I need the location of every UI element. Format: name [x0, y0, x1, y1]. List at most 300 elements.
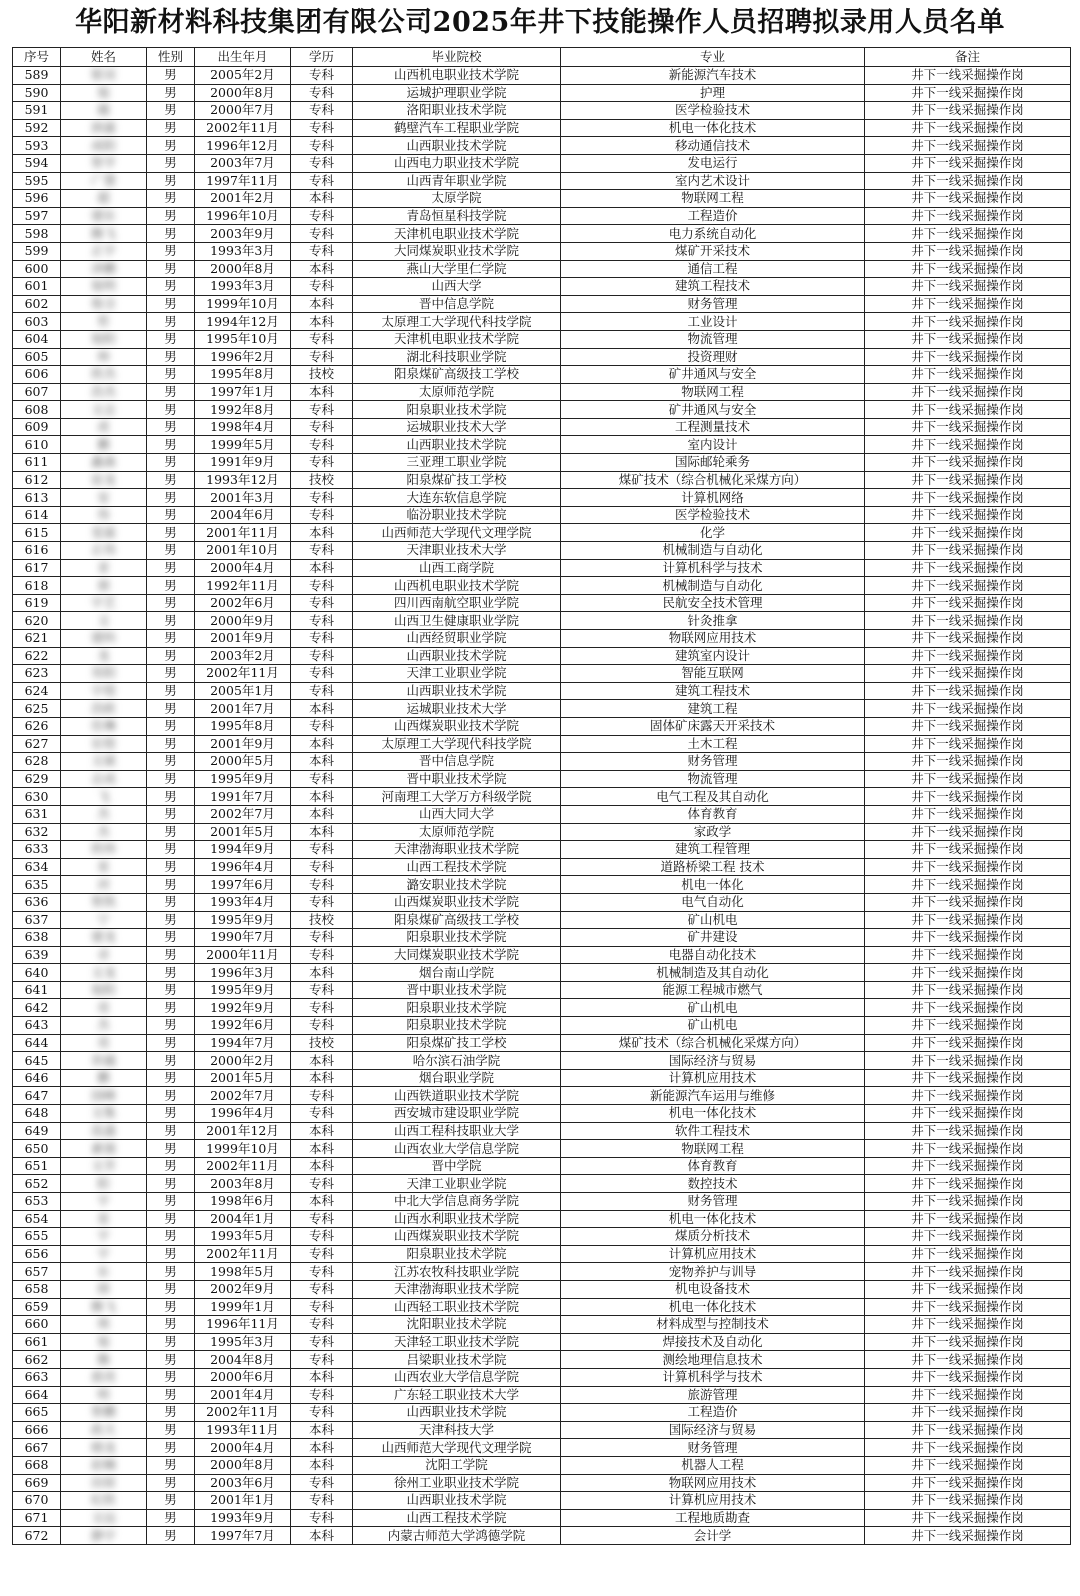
cell-name [61, 295, 147, 313]
cell-major: 移动通信技术 [561, 137, 865, 155]
cell-major: 煤质分析技术 [561, 1228, 865, 1246]
cell-gender: 男 [147, 1193, 195, 1211]
cell-note: 井下一线采掘操作岗 [865, 1527, 1071, 1545]
masked-name-text: 亮 [97, 1034, 110, 1050]
cell-school: 晋中职业技术学院 [353, 981, 561, 999]
cell-index: 664 [13, 1386, 61, 1404]
cell-index: 654 [13, 1210, 61, 1228]
cell-name [61, 542, 147, 560]
cell-school: 山西职业技术学院 [353, 647, 561, 665]
cell-major: 新能源汽车运用与维修 [561, 1087, 865, 1105]
page-title: 华阳新材料科技集团有限公司2025年井下技能操作人员招聘拟录用人员名单 [75, 7, 1005, 38]
cell-major: 民航安全技术管理 [561, 594, 865, 612]
cell-education: 专科 [291, 1280, 353, 1298]
cell-gender: 男 [147, 981, 195, 999]
table-row [13, 1368, 1071, 1386]
cell-index: 669 [13, 1474, 61, 1492]
cell-name [61, 1404, 147, 1422]
table-row [13, 577, 1071, 595]
cell-gender: 男 [147, 1492, 195, 1510]
table-row [13, 524, 1071, 542]
cell-index: 619 [13, 594, 61, 612]
cell-note: 井下一线采掘操作岗 [865, 823, 1071, 841]
cell-name [61, 454, 147, 472]
cell-gender: 男 [147, 524, 195, 542]
cell-major: 物联网工程 [561, 1140, 865, 1158]
cell-birth: 1998年6月 [195, 1193, 291, 1211]
cell-education: 专科 [291, 119, 353, 137]
cell-birth: 1995年9月 [195, 981, 291, 999]
cell-education: 专科 [291, 154, 353, 172]
cell-name [61, 929, 147, 947]
cell-birth: 2002年9月 [195, 1280, 291, 1298]
cell-school: 山西师范大学现代文理学院 [353, 1439, 561, 1457]
cell-note: 井下一线采掘操作岗 [865, 207, 1071, 225]
cell-major: 室内设计 [561, 436, 865, 454]
table-row [13, 735, 1071, 753]
cell-major: 体育教育 [561, 1157, 865, 1175]
cell-major: 矿井通风与安全 [561, 366, 865, 384]
cell-note: 井下一线采掘操作岗 [865, 1492, 1071, 1510]
cell-school: 阳泉煤矿技工学校 [353, 1034, 561, 1052]
cell-index: 649 [13, 1122, 61, 1140]
cell-name [61, 946, 147, 964]
cell-note: 井下一线采掘操作岗 [865, 313, 1071, 331]
cell-index: 644 [13, 1034, 61, 1052]
cell-gender: 男 [147, 1069, 195, 1087]
cell-gender: 男 [147, 1316, 195, 1334]
cell-school: 西安城市建设职业学院 [353, 1105, 561, 1123]
cell-education: 专科 [291, 929, 353, 947]
masked-name-text: 伟 [97, 507, 110, 523]
cell-index: 643 [13, 1017, 61, 1035]
cell-gender: 男 [147, 418, 195, 436]
cell-index: 637 [13, 911, 61, 929]
cell-note: 井下一线采掘操作岗 [865, 770, 1071, 788]
masked-name-text: 宁 [97, 911, 110, 927]
cell-education: 本科 [291, 1140, 353, 1158]
masked-name-text: 宇 [97, 1246, 110, 1262]
cell-major: 焊接技术及自动化 [561, 1333, 865, 1351]
cell-gender: 男 [147, 225, 195, 243]
cell-index: 645 [13, 1052, 61, 1070]
masked-name-text: 宸龙 [90, 471, 116, 487]
cell-name [61, 330, 147, 348]
cell-birth: 1992年11月 [195, 577, 291, 595]
cell-note: 井下一线采掘操作岗 [865, 981, 1071, 999]
cell-gender: 男 [147, 841, 195, 859]
table-row [13, 559, 1071, 577]
cell-note: 井下一线采掘操作岗 [865, 964, 1071, 982]
cell-education: 本科 [291, 735, 353, 753]
cell-note: 井下一线采掘操作岗 [865, 841, 1071, 859]
cell-education: 专科 [291, 67, 353, 85]
table-row [13, 805, 1071, 823]
cell-gender: 男 [147, 1333, 195, 1351]
masked-name-text: 建龙 [90, 929, 116, 945]
cell-school: 山西工程技术学院 [353, 1509, 561, 1527]
masked-name-text: 飞 [97, 788, 110, 804]
cell-major: 电气工程及其自动化 [561, 788, 865, 806]
masked-name-text: 广慧 [90, 172, 116, 188]
masked-name-text: 亮 [97, 999, 110, 1015]
cell-education: 专科 [291, 612, 353, 630]
cell-education: 技校 [291, 1034, 353, 1052]
cell-index: 600 [13, 260, 61, 278]
cell-birth: 1999年10月 [195, 1140, 291, 1158]
cell-name [61, 893, 147, 911]
table-row [13, 753, 1071, 771]
cell-major: 计算机应用技术 [561, 1069, 865, 1087]
cell-name [61, 471, 147, 489]
cell-education: 本科 [291, 964, 353, 982]
table-row [13, 1140, 1071, 1158]
cell-name [61, 1280, 147, 1298]
cell-gender: 男 [147, 207, 195, 225]
cell-education: 专科 [291, 1263, 353, 1281]
cell-gender: 男 [147, 823, 195, 841]
cell-birth: 2001年10月 [195, 542, 291, 560]
cell-school: 山西煤炭职业技术学院 [353, 1228, 561, 1246]
masked-name-text: 田原 [90, 1474, 116, 1490]
cell-gender: 男 [147, 242, 195, 260]
cell-name [61, 260, 147, 278]
cell-index: 662 [13, 1351, 61, 1369]
cell-birth: 1996年11月 [195, 1316, 291, 1334]
cell-name [61, 137, 147, 155]
cell-name [61, 805, 147, 823]
cell-gender: 男 [147, 682, 195, 700]
cell-name [61, 119, 147, 137]
cell-note: 井下一线采掘操作岗 [865, 1351, 1071, 1369]
cell-name [61, 770, 147, 788]
cell-index: 595 [13, 172, 61, 190]
cell-note: 井下一线采掘操作岗 [865, 295, 1071, 313]
cell-gender: 男 [147, 348, 195, 366]
table-row [13, 999, 1071, 1017]
cell-index: 589 [13, 67, 61, 85]
cell-education: 专科 [291, 542, 353, 560]
table-row [13, 1210, 1071, 1228]
cell-education: 本科 [291, 559, 353, 577]
cell-birth: 2001年3月 [195, 489, 291, 507]
cell-school: 太原理工大学现代科技学院 [353, 313, 561, 331]
cell-gender: 男 [147, 454, 195, 472]
cell-gender: 男 [147, 612, 195, 630]
cell-index: 592 [13, 119, 61, 137]
table-row [13, 1263, 1071, 1281]
table-row [13, 1122, 1071, 1140]
cell-school: 山西职业技术学院 [353, 137, 561, 155]
cell-major: 机器人工程 [561, 1456, 865, 1474]
cell-education: 本科 [291, 823, 353, 841]
cell-index: 665 [13, 1404, 61, 1422]
cell-school: 沈阳工学院 [353, 1456, 561, 1474]
cell-note: 井下一线采掘操作岗 [865, 348, 1071, 366]
cell-name [61, 418, 147, 436]
cell-school: 阳泉职业技术学院 [353, 401, 561, 419]
cell-school: 烟台南山学院 [353, 964, 561, 982]
cell-education: 专科 [291, 84, 353, 102]
table-row [13, 594, 1071, 612]
cell-gender: 男 [147, 401, 195, 419]
cell-note: 井下一线采掘操作岗 [865, 647, 1071, 665]
cell-school: 晋中信息学院 [353, 753, 561, 771]
cell-note: 井下一线采掘操作岗 [865, 154, 1071, 172]
cell-name [61, 67, 147, 85]
cell-index: 610 [13, 436, 61, 454]
cell-gender: 男 [147, 876, 195, 894]
cell-index: 623 [13, 665, 61, 683]
cell-note: 井下一线采掘操作岗 [865, 260, 1071, 278]
masked-name-text: 文远 [90, 1509, 116, 1525]
cell-birth: 2004年1月 [195, 1210, 291, 1228]
cell-birth: 2002年11月 [195, 1245, 291, 1263]
cell-education: 本科 [291, 1069, 353, 1087]
cell-major: 工业设计 [561, 313, 865, 331]
cell-note: 井下一线采掘操作岗 [865, 753, 1071, 771]
cell-note: 井下一线采掘操作岗 [865, 999, 1071, 1017]
cell-name [61, 1386, 147, 1404]
cell-name [61, 630, 147, 648]
cell-major: 物流管理 [561, 330, 865, 348]
cell-note: 井下一线采掘操作岗 [865, 1298, 1071, 1316]
masked-name-text: 腾飞 [90, 1298, 116, 1314]
masked-name-text: 智凯 [90, 894, 116, 910]
cell-note: 井下一线采掘操作岗 [865, 1474, 1071, 1492]
cell-education: 本科 [291, 1421, 353, 1439]
cell-name [61, 1368, 147, 1386]
cell-index: 657 [13, 1263, 61, 1281]
masked-name-text: 鹏 [97, 1070, 110, 1086]
cell-index: 602 [13, 295, 61, 313]
cell-major: 计算机网络 [561, 489, 865, 507]
cell-index: 616 [13, 542, 61, 560]
cell-note: 井下一线采掘操作岗 [865, 137, 1071, 155]
masked-name-text: 星 [97, 1210, 110, 1226]
cell-school: 山西经贸职业学院 [353, 630, 561, 648]
masked-name-text: 佳琳 [90, 718, 116, 734]
cell-index: 628 [13, 753, 61, 771]
cell-name [61, 207, 147, 225]
cell-school: 大连东软信息学院 [353, 489, 561, 507]
cell-major: 国际经济与贸易 [561, 1052, 865, 1070]
cell-note: 井下一线采掘操作岗 [865, 1140, 1071, 1158]
cell-gender: 男 [147, 1509, 195, 1527]
cell-note: 井下一线采掘操作岗 [865, 401, 1071, 419]
masked-name-text: 文集 [90, 1105, 116, 1121]
cell-index: 601 [13, 278, 61, 296]
cell-school: 洛阳职业技术学院 [353, 102, 561, 120]
table-row [13, 1245, 1071, 1263]
cell-education: 专科 [291, 1245, 353, 1263]
cell-major: 机电一体化 [561, 876, 865, 894]
cell-school: 四川西南航空职业学院 [353, 594, 561, 612]
cell-name [61, 1034, 147, 1052]
cell-birth: 1996年4月 [195, 858, 291, 876]
cell-school: 河南理工大学万方科级学院 [353, 788, 561, 806]
cell-major: 工程地质勘查 [561, 1509, 865, 1527]
cell-name [61, 823, 147, 841]
table-row [13, 348, 1071, 366]
table-row [13, 682, 1071, 700]
cell-index: 663 [13, 1368, 61, 1386]
masked-name-text: 润嘉 [90, 120, 116, 136]
cell-note: 井下一线采掘操作岗 [865, 242, 1071, 260]
cell-school: 阳泉职业技术学院 [353, 1245, 561, 1263]
table-row [13, 1439, 1071, 1457]
cell-note: 井下一线采掘操作岗 [865, 946, 1071, 964]
cell-education: 专科 [291, 225, 353, 243]
table-row [13, 1351, 1071, 1369]
cell-education: 专科 [291, 207, 353, 225]
cell-education: 专科 [291, 594, 353, 612]
cell-school: 天津机电职业技术学院 [353, 225, 561, 243]
cell-note: 井下一线采掘操作岗 [865, 67, 1071, 85]
cell-gender: 男 [147, 647, 195, 665]
cell-education: 专科 [291, 1105, 353, 1123]
cell-index: 625 [13, 700, 61, 718]
cell-name [61, 647, 147, 665]
cell-note: 井下一线采掘操作岗 [865, 1175, 1071, 1193]
table-row [13, 383, 1071, 401]
masked-name-text: 宇煜 [90, 683, 116, 699]
cell-birth: 1991年7月 [195, 788, 291, 806]
masked-name-text: 鑫森 [90, 454, 116, 470]
cell-index: 636 [13, 893, 61, 911]
cell-major: 新能源汽车技术 [561, 67, 865, 85]
cell-gender: 男 [147, 330, 195, 348]
cell-major: 旅游管理 [561, 1386, 865, 1404]
cell-gender: 男 [147, 1456, 195, 1474]
table-row [13, 542, 1071, 560]
cell-gender: 男 [147, 366, 195, 384]
cell-name [61, 225, 147, 243]
table-row [13, 260, 1071, 278]
cell-note: 井下一线采掘操作岗 [865, 119, 1071, 137]
cell-education: 本科 [291, 1368, 353, 1386]
masked-name-text: 智鹏 [90, 1404, 116, 1420]
cell-school: 江苏农牧科技职业学院 [353, 1263, 561, 1281]
cell-education: 本科 [291, 753, 353, 771]
cell-index: 626 [13, 717, 61, 735]
col-header-gender: 性别 [147, 48, 195, 67]
cell-name [61, 1456, 147, 1474]
cell-birth: 1997年7月 [195, 1527, 291, 1545]
cell-gender: 男 [147, 577, 195, 595]
cell-note: 井下一线采掘操作岗 [865, 612, 1071, 630]
cell-name [61, 1175, 147, 1193]
cell-name [61, 524, 147, 542]
cell-gender: 男 [147, 1421, 195, 1439]
cell-school: 山西职业技术学院 [353, 682, 561, 700]
cell-major: 能源工程城市燃气 [561, 981, 865, 999]
table-row [13, 1298, 1071, 1316]
cell-gender: 男 [147, 946, 195, 964]
table-row [13, 893, 1071, 911]
cell-note: 井下一线采掘操作岗 [865, 1245, 1071, 1263]
cell-education: 专科 [291, 436, 353, 454]
cell-gender: 男 [147, 1439, 195, 1457]
cell-note: 井下一线采掘操作岗 [865, 911, 1071, 929]
cell-name [61, 278, 147, 296]
masked-name-text: 文 [97, 612, 110, 628]
cell-school: 天津渤海职业技术学院 [353, 841, 561, 859]
cell-major: 化学 [561, 524, 865, 542]
cell-gender: 男 [147, 1404, 195, 1422]
cell-education: 专科 [291, 1386, 353, 1404]
cell-note: 井下一线采掘操作岗 [865, 893, 1071, 911]
masked-name-text: 文芳 [90, 1158, 116, 1174]
cell-index: 652 [13, 1175, 61, 1193]
cell-name [61, 981, 147, 999]
cell-school: 山西职业技术学院 [353, 1404, 561, 1422]
cell-major: 固体矿床露天开采技术 [561, 717, 865, 735]
masked-name-text: 旭阳 [90, 331, 116, 347]
cell-birth: 2000年8月 [195, 84, 291, 102]
cell-name [61, 1439, 147, 1457]
cell-major: 计算机科学与技术 [561, 559, 865, 577]
cell-birth: 2000年8月 [195, 1456, 291, 1474]
cell-education: 专科 [291, 893, 353, 911]
cell-note: 井下一线采掘操作岗 [865, 1087, 1071, 1105]
cell-name [61, 1421, 147, 1439]
cell-gender: 男 [147, 1175, 195, 1193]
cell-index: 597 [13, 207, 61, 225]
cell-education: 专科 [291, 946, 353, 964]
cell-index: 655 [13, 1228, 61, 1246]
cell-education: 本科 [291, 1456, 353, 1474]
table-row [13, 1333, 1071, 1351]
cell-major: 会计学 [561, 1527, 865, 1545]
masked-name-text: 亚 [97, 559, 110, 575]
cell-gender: 男 [147, 630, 195, 648]
cell-note: 井下一线采掘操作岗 [865, 1439, 1071, 1457]
cell-birth: 1993年11月 [195, 1421, 291, 1439]
cell-note: 井下一线采掘操作岗 [865, 1069, 1071, 1087]
masked-name-text: 正伟 [90, 542, 116, 558]
cell-note: 井下一线采掘操作岗 [865, 383, 1071, 401]
cell-birth: 2002年6月 [195, 594, 291, 612]
cell-gender: 男 [147, 295, 195, 313]
cell-name [61, 594, 147, 612]
cell-education: 专科 [291, 1509, 353, 1527]
cell-gender: 男 [147, 1228, 195, 1246]
table-row [13, 471, 1071, 489]
table-row [13, 1157, 1071, 1175]
cell-note: 井下一线采掘操作岗 [865, 172, 1071, 190]
cell-school: 天津渤海职业技术学院 [353, 1280, 561, 1298]
cell-major: 道路桥梁工程 技术 [561, 858, 865, 876]
cell-school: 山西卫生健康职业学院 [353, 612, 561, 630]
cell-education: 专科 [291, 172, 353, 190]
cell-birth: 1995年3月 [195, 1333, 291, 1351]
cell-note: 井下一线采掘操作岗 [865, 418, 1071, 436]
cell-school: 临汾职业技术学院 [353, 506, 561, 524]
cell-index: 672 [13, 1527, 61, 1545]
cell-note: 井下一线采掘操作岗 [865, 1157, 1071, 1175]
cell-gender: 男 [147, 471, 195, 489]
table-row [13, 1175, 1071, 1193]
cell-index: 605 [13, 348, 61, 366]
cell-birth: 1996年4月 [195, 1105, 291, 1123]
cell-education: 专科 [291, 102, 353, 120]
cell-note: 井下一线采掘操作岗 [865, 84, 1071, 102]
cell-major: 矿山机电 [561, 1017, 865, 1035]
cell-index: 599 [13, 242, 61, 260]
masked-name-text: 超 [97, 190, 110, 206]
cell-education: 本科 [291, 1439, 353, 1457]
